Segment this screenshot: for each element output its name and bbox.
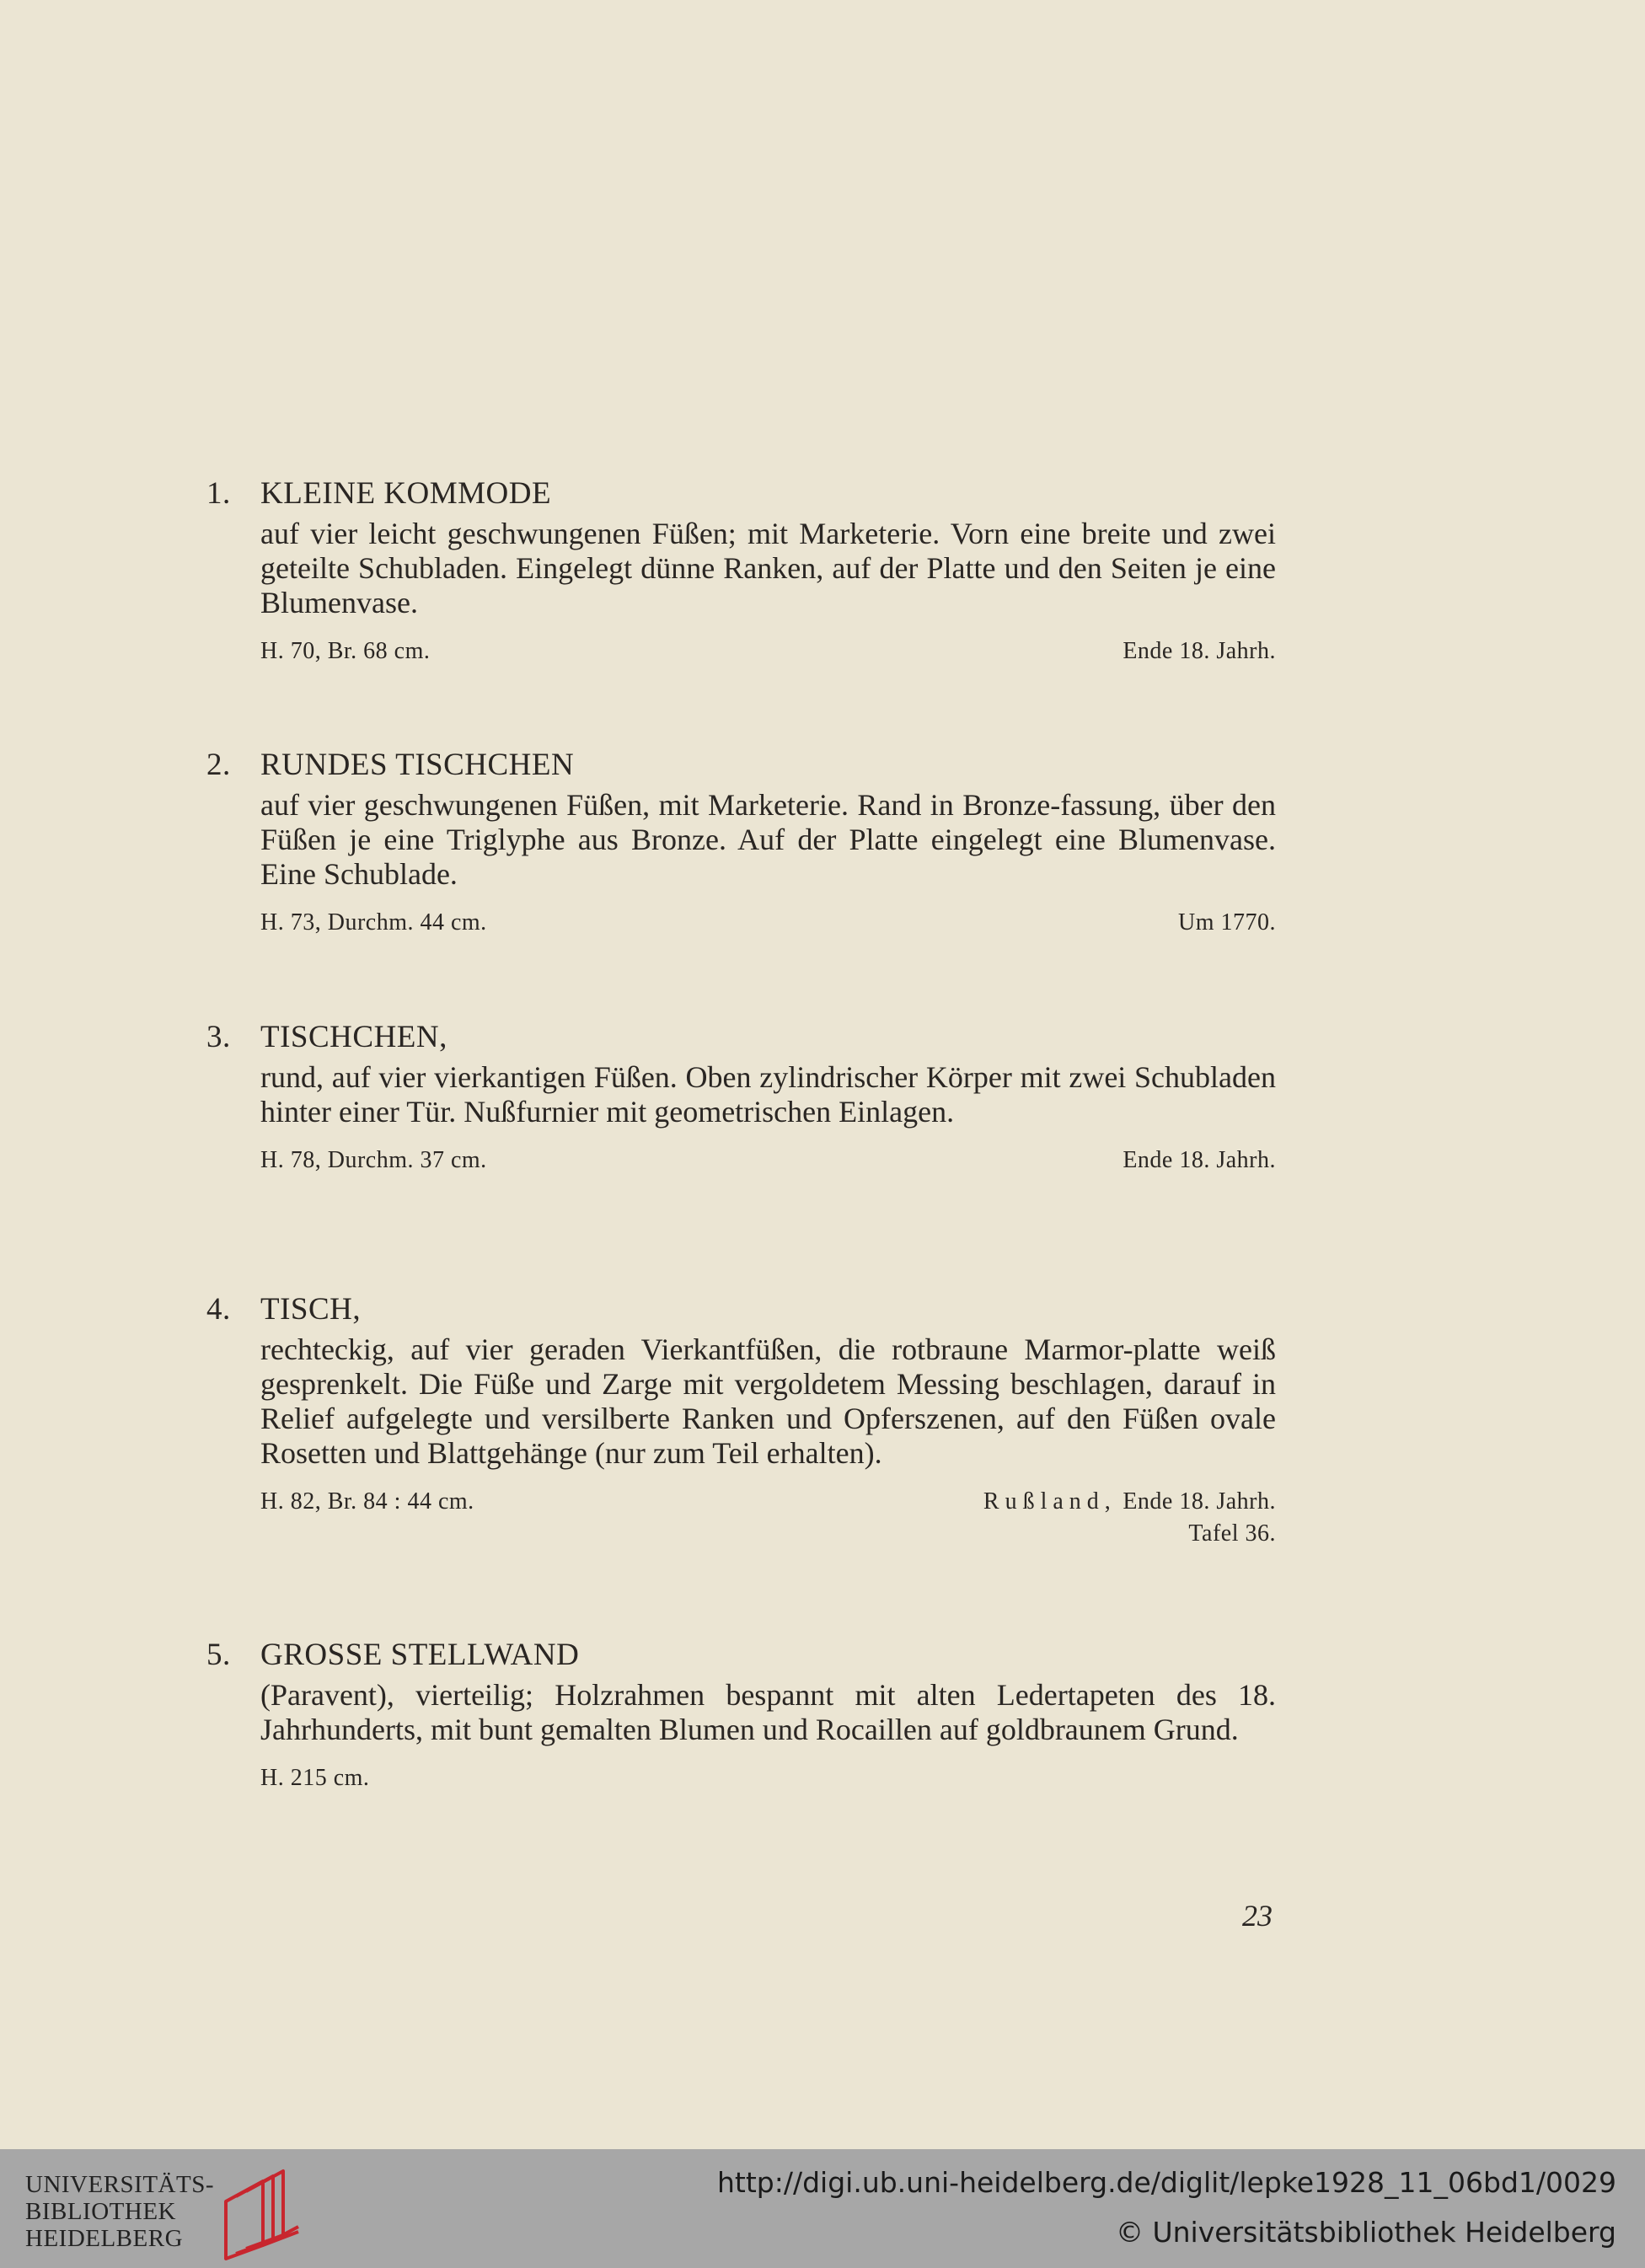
entry-dimensions: H. 82, Br. 84 : 44 cm. — [260, 1488, 474, 1515]
entry-provenance — [983, 1486, 1276, 1518]
entry-meta — [260, 907, 1276, 939]
page-number: 23 — [1242, 1899, 1273, 1933]
entry-heading — [206, 472, 1277, 516]
entry-heading — [206, 1633, 1277, 1677]
catalog-entry-5 — [206, 1633, 1277, 1794]
catalog-entry-2 — [206, 743, 1277, 939]
entry-description: (Paravent), vierteilig; Holzrahmen bespannt mit alten Ledertapeten des 18. Jahrhunderts, mit bunt gemalten Blumen und Rocaillen auf goldbraunem Grund. — [260, 1678, 1276, 1746]
entry-meta — [260, 1486, 1276, 1518]
entry-description: auf vier geschwungenen Füßen, mit Marketerie. Rand in Bronze-fassung, über den Füßen je eine Triglyphe aus Bronze. Auf der Platte eingelegt eine Blumenvase. Eine Schublade. — [260, 788, 1276, 891]
library-name-line: BIBLIOTHEK — [25, 2198, 176, 2225]
entry-dimensions: H. 70, Br. 68 cm. — [260, 638, 431, 664]
library-name — [25, 2171, 214, 2252]
entry-heading — [206, 743, 1277, 787]
entry-number: 2. — [206, 748, 231, 782]
entry-date: Ende 18. Jahrh. — [1123, 1488, 1276, 1515]
entry-number: 3. — [206, 1020, 231, 1054]
entry-date: Um 1770. — [1178, 909, 1276, 936]
entry-number: 1. — [206, 476, 231, 511]
entry-number: 4. — [206, 1292, 231, 1327]
copyright-notice: © Universitätsbibliothek Heidelberg — [1115, 2216, 1616, 2249]
entry-plate: Tafel 36. — [1188, 1520, 1276, 1547]
entry-meta — [260, 1762, 1276, 1794]
entry-dimensions: H. 73, Durchm. 44 cm. — [260, 909, 487, 936]
entry-heading — [206, 1288, 1277, 1332]
entry-date: Ende 18. Jahrh. — [1123, 638, 1276, 664]
catalog-entry-1 — [206, 472, 1277, 668]
library-name-line: UNIVERSITÄTS- — [25, 2171, 214, 2198]
permalink-url[interactable]: http://digi.ub.uni-heidelberg.de/diglit/lepke1928_11_06bd1/0029 — [717, 2166, 1616, 2199]
entry-description: rechteckig, auf vier geraden Vierkantfüßen, die rotbraune Marmor-platte weiß gesprenkelt. Die Füße und Zarge mit vergoldetem Messing beschlagen, darauf in Relief aufgelegte und versilberte Ranken und Opferszenen, auf den Füßen ovale Rosetten und Blattgehänge (nur zum Teil erhalten). — [260, 1332, 1276, 1470]
entry-origin: Rußland, — [983, 1488, 1117, 1515]
entry-title: TISCH, — [260, 1292, 362, 1327]
entry-title: GROSSE STELLWAND — [260, 1638, 580, 1672]
entry-title: RUNDES TISCHCHEN — [260, 748, 575, 782]
entry-date: Ende 18. Jahrh. — [1123, 1147, 1276, 1173]
entry-number: 5. — [206, 1638, 231, 1672]
entry-title: KLEINE KOMMODE — [260, 476, 552, 511]
entry-heading — [206, 1016, 1277, 1059]
catalog-entry-3 — [206, 1016, 1277, 1177]
entry-dimensions: H. 215 cm. — [260, 1765, 370, 1791]
entry-meta — [260, 1145, 1276, 1177]
library-name-line: HEIDELBERG — [25, 2225, 184, 2252]
library-footer — [0, 2149, 1645, 2268]
library-logo-icon — [217, 2168, 302, 2262]
entry-dimensions: H. 78, Durchm. 37 cm. — [260, 1147, 487, 1173]
entry-description: auf vier leicht geschwungenen Füßen; mit Marketerie. Vorn eine breite und zwei geteilte Schubladen. Eingelegt dünne Ranken, auf der Platte und den Seiten je eine Blumenvase. — [260, 517, 1276, 619]
entry-description: rund, auf vier vierkantigen Füßen. Oben zylindrischer Körper mit zwei Schubladen hinter einer Tür. Nußfurnier mit geometrischen Einlagen. — [260, 1060, 1276, 1129]
entry-meta — [260, 635, 1276, 668]
entry-title: TISCHCHEN, — [260, 1020, 447, 1054]
catalog-entry-4 — [206, 1288, 1277, 1550]
